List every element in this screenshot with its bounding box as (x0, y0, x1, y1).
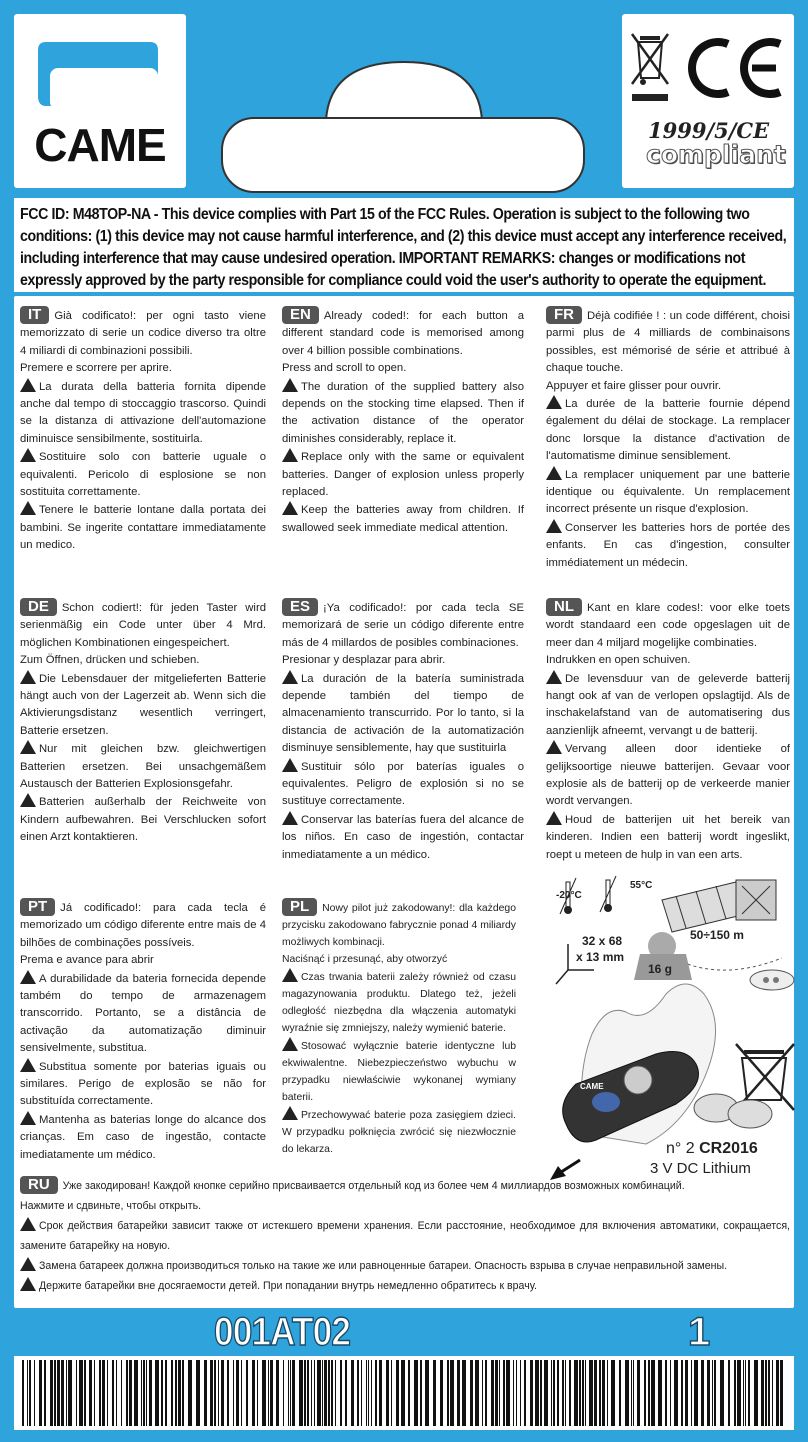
warning-icon (20, 1257, 36, 1271)
warning-icon (20, 1058, 36, 1072)
section-it (20, 306, 266, 555)
barcode-bar (475, 1360, 479, 1426)
barcode-bar (462, 1360, 466, 1426)
section-en (282, 306, 524, 537)
barcode-bar (328, 1360, 330, 1426)
barcode-bar (311, 1360, 312, 1426)
battery-model: CR2016 (699, 1140, 758, 1157)
barcode-bar (276, 1360, 279, 1426)
barcode-bar (375, 1360, 377, 1426)
warning-text: Conserver les batteries hors de portée des enfants. En cas d'ingestion, consulter immédiatement un médecin. (546, 521, 790, 569)
barcode-bar (637, 1360, 640, 1426)
barcode-bar (262, 1360, 266, 1426)
warning-text: Nur mit gleichen bzw. gleichwertigen Batterien ersetzen. Bei unsachgemäßem Austausch der Batterien Explosionsgefahr. (20, 743, 266, 791)
barcode-bar (314, 1360, 315, 1426)
compliant-label: compliant (646, 140, 786, 169)
barcode-bar (420, 1360, 422, 1426)
barcode-bar (585, 1360, 586, 1426)
warning-icon (20, 501, 36, 515)
warning-text: Conservar las baterías fuera del alcance de los niños. En caso de ingestión, contactar inmediatamente a un médico. (282, 813, 524, 861)
lang-badge-es: ES (282, 598, 318, 616)
barcode-bar (371, 1360, 372, 1426)
barcode-bar (204, 1360, 207, 1426)
barcode-bar (728, 1360, 730, 1426)
warning-icon (282, 811, 298, 825)
barcode-bar (283, 1360, 284, 1426)
barcode-bar (470, 1360, 473, 1426)
warning-text: Sostituire solo con batterie uguale o equivalenti. Pericolo di esplosione se non sostituita correttamente. (20, 451, 266, 499)
barcode-bar (322, 1360, 323, 1426)
section-de (20, 598, 266, 847)
directive-number: 1999/5/CE (648, 118, 770, 143)
open-de: Zum Öffnen, drücken und schieben. (20, 654, 200, 667)
barcode-bar (214, 1360, 216, 1426)
intro-es: ¡Ya codificado!: por cada tecla SE memorizará de serie un código diferente entre más de 4 millardos de posibles combinaciones. (282, 602, 524, 649)
barcode-bar (557, 1360, 559, 1426)
barcode-bar (227, 1360, 229, 1426)
warning-icon (282, 448, 298, 462)
barcode-bar (68, 1360, 72, 1426)
barcode-bar (457, 1360, 460, 1426)
warning-text: Houd de batterijen uit het bereik van kinderen. Indien een batterij wordt ingeslikt, roept u meteen de hulp in van een arts. (546, 813, 790, 861)
barcode-bar (737, 1360, 741, 1426)
barcode-bar (66, 1360, 67, 1426)
barcode-bar (768, 1360, 770, 1426)
barcode-bar (701, 1360, 704, 1426)
open-nl: Indrukken en open schuiven. (546, 654, 691, 667)
warning-text: Batterien außerhalb der Reichweite von Kindern aufbewahren. Bei Verschlucken sofort einen Arzt kontaktieren. (20, 796, 266, 844)
barcode-bar (761, 1360, 764, 1426)
lang-badge-en: EN (282, 306, 319, 324)
barcode-bar (178, 1360, 181, 1426)
open-pt: Prema e avance para abrir (20, 954, 154, 967)
barcode-bar (391, 1360, 392, 1426)
barcode-bar (161, 1360, 163, 1426)
barcode-bar (602, 1360, 605, 1426)
section-ru (20, 1176, 790, 1296)
lang-badge-fr: FR (546, 306, 582, 324)
barcode-bar (331, 1360, 333, 1426)
barcode-bar (551, 1360, 552, 1426)
barcode-bar (648, 1360, 650, 1426)
warning-icon (282, 968, 298, 982)
barcode-bar (574, 1360, 578, 1426)
intro-en: Already coded!: for each button a different standard code is memorised among over 4 billion possible combinations. (282, 310, 524, 357)
warning-text: Срок действия батарейки зависит также от истекшего времени хранения. Если расстояние, необходимое для включения автоматики, сокращается, замените батарейку на новую. (20, 1220, 790, 1252)
warning-icon (20, 1217, 36, 1231)
barcode-bar (495, 1360, 498, 1426)
barcode-bar (257, 1360, 258, 1426)
warning-text: Sustituir sólo por baterías iguales o equivalentes. Peligro de explosión si no se sustituye correctamente. (282, 760, 524, 808)
barcode-bar (351, 1360, 354, 1426)
warning-text: Czas trwania baterii zależy również od czasu magazynowania produktu. Dlatego też, jeżeli odległość niezbędna dla włączenia automatyki wyraźnie się zmniejszy, należy wymienić baterie. (282, 972, 516, 1034)
barcode-bar (188, 1360, 192, 1426)
warning-text: La durée de la batterie fournie dépend également du délai de stockage. La remplacer donc lorsque la distance d'activation de l'automatisme diminue sensiblement. (546, 398, 790, 463)
barcode-bar (433, 1360, 436, 1426)
barcode-bar (34, 1360, 35, 1426)
barcode-bar (39, 1360, 42, 1426)
barcode-bar (520, 1360, 521, 1426)
barcode-bar (307, 1360, 309, 1426)
barcode-bar (233, 1360, 234, 1426)
ce-mark-icon (682, 36, 786, 98)
barcode-bar (155, 1360, 159, 1426)
barcode-bar (712, 1360, 713, 1426)
warning-icon (20, 793, 36, 807)
warning-text: La durata della batteria fornita dipende anche dal tempo di stoccaggio trascorso. Quindi se la distanza di attivazione dell'automazione diminuisce sensibilmente, sostituirla. (20, 380, 266, 445)
barcode-bar (491, 1360, 494, 1426)
barcode-bar (408, 1360, 410, 1426)
barcode-bar (506, 1360, 510, 1426)
barcode-bar (165, 1360, 167, 1426)
warning-icon (282, 378, 298, 392)
barcode-bar (44, 1360, 46, 1426)
barcode-bar (540, 1360, 542, 1426)
barcode-bar (674, 1360, 678, 1426)
fcc-text (20, 204, 792, 292)
product-illustration (536, 874, 804, 1184)
intro-pt: Já codificado!: para cada tecla é memorizado um código diferente entre mais de 4 bilhões de combinações possíveis. (20, 902, 266, 949)
warning-text: Die Lebensdauer der mitgelieferten Batterie hängt auch von der Lagerzeit ab. Wenn sich die Aktivierungsdistanz wesentlich verringert, Batterie ersetzen. (20, 672, 266, 737)
barcode-bar (368, 1360, 369, 1426)
barcode-panel (14, 1356, 794, 1430)
barcode-bar (149, 1360, 152, 1426)
warning-icon (282, 670, 298, 684)
barcode-bar (503, 1360, 505, 1426)
warning-icon (20, 448, 36, 462)
barcode-bar (772, 1360, 773, 1426)
came-logo-icon (32, 36, 162, 116)
barcode-bar (292, 1360, 295, 1426)
barcode-bar (440, 1360, 443, 1426)
barcode-bar (450, 1360, 454, 1426)
barcode-bar (579, 1360, 581, 1426)
barcode-bar (324, 1360, 327, 1426)
warning-text: Держите батарейки вне досягаемости детей. При попадании внутрь немедленно обратитесь к врачу. (39, 1280, 537, 1292)
barcode-bar (743, 1360, 744, 1426)
instructions-panel (14, 296, 794, 1308)
barcode-bar (121, 1360, 122, 1426)
barcode-bar (516, 1360, 517, 1426)
barcode-bar (665, 1360, 667, 1426)
barcode-bar (651, 1360, 655, 1426)
barcode-bar (765, 1360, 767, 1426)
warning-text: Tenere le batterie lontane dalla portata dei bambini. Se ingerite contattare immediatamente un medico. (20, 504, 266, 552)
barcode-bar (535, 1360, 539, 1426)
open-fr: Appuyer et faire glisser pour ouvrir. (546, 379, 722, 392)
barcode-bar (29, 1360, 31, 1426)
barcode-bar (714, 1360, 716, 1426)
barcode-bar (89, 1360, 92, 1426)
barcode-bar (780, 1360, 783, 1426)
barcode-bar (22, 1360, 24, 1426)
open-it: Premere e scorrere per aprire. (20, 362, 172, 375)
remote-brand: CAME (580, 1082, 604, 1091)
barcode-bar (530, 1360, 533, 1426)
barcode-bar (631, 1360, 632, 1426)
barcode-bar (681, 1360, 683, 1426)
barcode-bar (599, 1360, 601, 1426)
barcode-bar (299, 1360, 303, 1426)
barcode-bar (482, 1360, 483, 1426)
brand-name: CAME (34, 119, 166, 171)
fcc-id: FCC ID: M48TOP-NA (20, 206, 151, 223)
barcode-bar (102, 1360, 105, 1426)
intro-pl: Nowy pilot już zakodowany!: dla każdego przycisku zakodowano fabrycznie ponad 4 miliardy możliwych kombinacji. (282, 903, 516, 948)
barcode-bar (107, 1360, 108, 1426)
barcode-bar (691, 1360, 692, 1426)
barcode-bar (589, 1360, 593, 1426)
intro-fr: Déjà codifiée ! : un code différent, choisi parmi plus de 4 milliards de combinaisons possibles, est mémorisé de série et attribué à chaque touche. (546, 310, 790, 375)
lang-badge-it: IT (20, 306, 49, 324)
barcode-bar (694, 1360, 698, 1426)
remote-outline-icon (220, 58, 586, 194)
battery-count (666, 1140, 758, 1158)
barcode-bar (524, 1360, 526, 1426)
barcode-bar (270, 1360, 273, 1426)
warning-icon (546, 740, 562, 754)
range-label: 50÷150 m (690, 928, 744, 942)
barcode-bar (499, 1360, 500, 1426)
barcode-bar (594, 1360, 597, 1426)
barcode-bar (361, 1360, 362, 1426)
barcode-bar (112, 1360, 114, 1426)
barcode-bar (544, 1360, 548, 1426)
warning-text: De levensduur van de geleverde batterij hangt ook af van de verlopen opslagtijd. Als de inschakelafstand van de automatisering dus aanzienlijk afneemt, vervangt u de batterij. (546, 672, 790, 737)
open-es: Presionar y desplazar para abrir. (282, 654, 446, 667)
barcode-bar (246, 1360, 248, 1426)
barcode-bar (290, 1360, 291, 1426)
barcode-bar (335, 1360, 336, 1426)
warning-text: La remplacer uniquement par une batterie identique ou équivalente. Un remplacement incorrect présente un risque d'explosion. (546, 468, 790, 516)
dimensions-line1: 32 x 68 (582, 934, 623, 948)
barcode-bar (196, 1360, 200, 1426)
barcode-icon (14, 1356, 794, 1430)
section-pl (282, 898, 516, 1158)
barcode-bar (447, 1360, 449, 1426)
barcode-bar (625, 1360, 629, 1426)
barcode-bar (221, 1360, 224, 1426)
barcode-bar (565, 1360, 566, 1426)
section-nl (546, 598, 790, 864)
intro-it: Già codificato!: per ogni tasto viene memorizzato di serie un codice diverso tra oltre 4 miliardi di combinazioni possibili. (20, 310, 266, 357)
barcode-bar (210, 1360, 213, 1426)
warning-icon (20, 740, 36, 754)
barcode-bar (745, 1360, 746, 1426)
warning-icon (20, 1277, 36, 1291)
warning-text: The duration of the supplied battery also depends on the stocking time elapsed. Then if the activation distance of the operator diminishes considerably, replace it. (282, 380, 524, 445)
dimensions-line2: x 13 mm (576, 950, 625, 964)
section-fr (546, 306, 790, 572)
battery-count-prefix: n° 2 (666, 1140, 695, 1157)
lang-badge-ru: RU (20, 1176, 58, 1194)
barcode-bar (611, 1360, 615, 1426)
barcode-bar (317, 1360, 321, 1426)
barcode-bar (513, 1360, 514, 1426)
barcode-bar (386, 1360, 389, 1426)
product-code-row (0, 1308, 808, 1358)
barcode-bar (569, 1360, 571, 1426)
barcode-bar (379, 1360, 382, 1426)
barcode-bar (79, 1360, 83, 1426)
barcode-bar (94, 1360, 95, 1426)
intro-ru: Уже закодирован! Каждой кнопке серийно присваивается отдельный код из более чем 4 миллиардов возможных комбинаций. (62, 1180, 685, 1192)
barcode-bar (171, 1360, 173, 1426)
compliance-panel (622, 14, 794, 188)
barcode-bar (54, 1360, 56, 1426)
barcode-bar (670, 1360, 671, 1426)
warning-text: Replace only with the same or equivalent batteries. Danger of explosion unless properly replaced. (282, 451, 524, 499)
temp-max: 55°C (630, 880, 653, 891)
barcode-bar (366, 1360, 367, 1426)
open-pl: Naciśnąć i przesunąć, aby otworzyć (282, 954, 448, 965)
barcode-bar (401, 1360, 405, 1426)
warning-icon (282, 501, 298, 515)
battery-type: 3 V DC Lithium (650, 1160, 751, 1177)
warning-icon (546, 395, 562, 409)
warning-icon (546, 811, 562, 825)
weight-label: 16 g (648, 962, 673, 976)
barcode-bar (553, 1360, 555, 1426)
warning-icon (20, 1111, 36, 1125)
lang-badge-pt: PT (20, 898, 55, 916)
quantity: 1 (688, 1310, 711, 1354)
barcode-bar (126, 1360, 128, 1426)
barcode-bar (99, 1360, 101, 1426)
barcode-bar (776, 1360, 779, 1426)
temp-min: -20°C (556, 890, 582, 901)
barcode-bar (50, 1360, 53, 1426)
warning-icon (282, 1106, 298, 1120)
warning-text: A durabilidade da bateria fornecida depende também do tempo de armazenagem transcorrido. Portanto, se a distância de activação da automatização diminuir sensivelmente, substitua. (20, 972, 266, 1055)
barcode-bar (707, 1360, 710, 1426)
barcode-bar (340, 1360, 342, 1426)
warning-text: Przechowywać baterie poza zasięgiem dzieci. W przypadku połknięcia zwrócić się niezwłocznie do lekarza. (282, 1110, 516, 1155)
barcode-bar (748, 1360, 750, 1426)
barcode-bar (27, 1360, 28, 1426)
barcode-bar (644, 1360, 646, 1426)
open-en: Press and scroll to open. (282, 362, 407, 375)
warning-text: La duración de la batería suministrada depende también del tiempo de almacenamiento transcurrido. Por lo tanto, si la distancia de activación de la automatización disminuye sensiblemente, hay que sustituirla (282, 672, 524, 755)
barcode-bar (268, 1360, 269, 1426)
barcode-bar (734, 1360, 736, 1426)
barcode-bar (84, 1360, 86, 1426)
warning-text: Keep the batteries away from children. If swallowed seek immediate medical attention. (282, 504, 524, 534)
intro-de: Schon codiert!: für jeden Taster wird serienmäßig ein Code unter über 4 Mrd. möglichen Kombinationen eingespeichert. (20, 602, 266, 649)
barcode-bar (607, 1360, 608, 1426)
barcode-bar (685, 1360, 688, 1426)
section-pt (20, 898, 266, 1164)
barcode-bar (485, 1360, 487, 1426)
warning-icon (20, 670, 36, 684)
barcode-bar (357, 1360, 359, 1426)
barcode-bar (241, 1360, 242, 1426)
warning-text: Stosować wyłącznie baterie identyczne lub ekwiwalentne. Niebezpieczeństwo wybuchu w przypadku niewłaściwie wykonanej wymiany baterii. (282, 1041, 516, 1103)
barcode-bar (76, 1360, 77, 1426)
barcode-bar (129, 1360, 132, 1426)
lang-badge-de: DE (20, 598, 57, 616)
barcode-bar (116, 1360, 117, 1426)
section-es (282, 598, 524, 864)
barcode-bar (146, 1360, 147, 1426)
product-code: 001AT02 (214, 1310, 351, 1354)
barcode-bar (252, 1360, 255, 1426)
barcode-bar (61, 1360, 64, 1426)
barcode-bar (304, 1360, 306, 1426)
warning-text: Vervang alleen door identieke of gelijksoortige nieuwe batterijen. Gevaar voor explosie als de batterij op de verkeerde manier wordt vervangen. (546, 743, 790, 808)
warning-icon (282, 1037, 298, 1051)
barcode-bar (134, 1360, 138, 1426)
intro-nl: Kant en klare codes!: voor elke toets wordt standaard een code opgeslagen uit de meer dan 4 miljard mogelijke combinaties. (546, 602, 790, 649)
warning-text: Mantenha as baterias longe do alcance dos crianças. Em caso de ingestão, contacte imediatamente um médico. (20, 1113, 266, 1161)
warning-icon (546, 466, 562, 480)
barcode-bar (175, 1360, 177, 1426)
barcode-bar (754, 1360, 758, 1426)
barcode-bar (425, 1360, 429, 1426)
fcc-statement (14, 198, 794, 292)
barcode-bar (720, 1360, 724, 1426)
barcode-bar (396, 1360, 399, 1426)
barcode-bar (236, 1360, 239, 1426)
barcode-bar (143, 1360, 145, 1426)
open-ru: Нажмите и сдвиньте, чтобы открыть. (20, 1200, 202, 1212)
lang-badge-nl: NL (546, 598, 582, 616)
warning-icon (20, 970, 36, 984)
barcode-bar (218, 1360, 219, 1426)
barcode-bar (658, 1360, 662, 1426)
warning-icon (20, 378, 36, 392)
warning-icon (546, 670, 562, 684)
weee-bin-icon (630, 28, 670, 106)
barcode-bar (619, 1360, 621, 1426)
barcode-bar (288, 1360, 289, 1426)
barcode-bar (182, 1360, 184, 1426)
warning-icon (282, 758, 298, 772)
barcode-bar (57, 1360, 60, 1426)
logo-panel (14, 14, 186, 188)
warning-text: Substitua somente por baterias iguais ou similares. Perigo de explosão se não for substituída correctamente. (20, 1060, 266, 1108)
barcode-bar (345, 1360, 347, 1426)
barcode-bar (141, 1360, 142, 1426)
barcode-bar (582, 1360, 584, 1426)
warning-text: Замена батареек должна производиться только на такие же или равноценные батареи. Опасность взрыва в случае неправильной замены. (39, 1260, 728, 1272)
barcode-bar (562, 1360, 564, 1426)
lang-badge-pl: PL (282, 898, 317, 916)
barcode-bar (414, 1360, 418, 1426)
barcode-bar (633, 1360, 634, 1426)
warning-icon (546, 519, 562, 533)
fcc-body: - This device complies with Part 15 of the FCC Rules. Operation is subject to the following two conditions: (1) this device may not cause harmful interference, and (2) this device must accept any interference received, including interference that may cause undesired operation. IMPORTANT REMARKS: changes or modifications not expressly approved by the party responsible for compliance could void the user's authority to operate the equipment. (20, 206, 787, 289)
